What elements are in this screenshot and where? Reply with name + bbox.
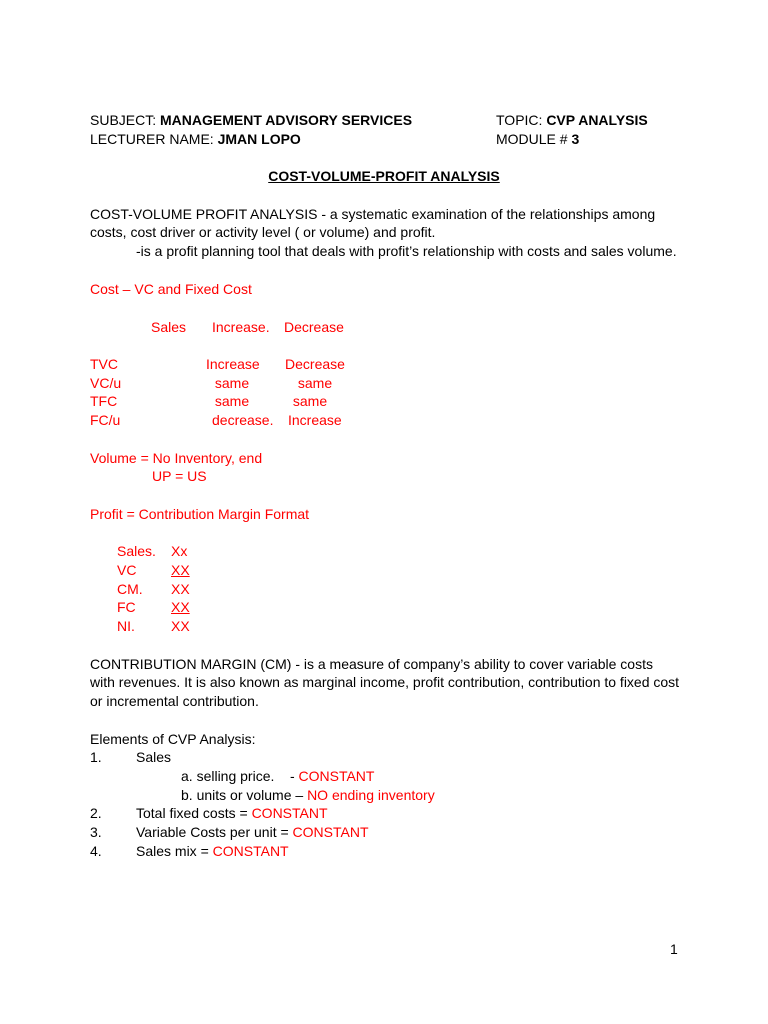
element-sub-text: a. selling price. - — [181, 768, 299, 784]
behavior-row-label: TFC — [90, 393, 118, 409]
document-title: COST-VOLUME-PROFIT ANALYSIS — [268, 168, 500, 184]
cm-format-label: Sales. — [117, 543, 156, 559]
subject-label: SUBJECT: — [90, 112, 157, 128]
element-number: 4. — [90, 843, 102, 859]
behavior-row-decrease: Decrease — [285, 356, 345, 372]
volume-line-2: UP = US — [152, 468, 207, 484]
intro-line-3: -is a profit planning tool that deals with profit’s relationship with costs and sales volume. — [136, 243, 677, 259]
element-number: 3. — [90, 824, 102, 840]
behavior-row-increase: Increase — [206, 356, 260, 372]
elements-heading: Elements of CVP Analysis: — [90, 731, 256, 747]
element-item — [136, 842, 289, 860]
element-sub-item — [181, 786, 435, 804]
element-highlight: CONSTANT — [292, 824, 369, 840]
behavior-row-label: FC/u — [90, 412, 121, 428]
element-text: Total fixed costs = — [136, 805, 252, 821]
module-line — [496, 130, 579, 148]
topic-value: CVP ANALYSIS — [546, 112, 648, 128]
behavior-row-label: VC/u — [90, 375, 122, 391]
cm-format-label: VC — [117, 562, 137, 578]
cm-format-value: XX — [171, 581, 190, 597]
element-text: Variable Costs per unit = — [136, 824, 293, 840]
intro-line-1: COST-VOLUME PROFIT ANALYSIS - a systematic examination of the relationships among — [90, 206, 656, 222]
module-label: MODULE # — [496, 131, 568, 147]
cm-definition-line-3: or incremental contribution. — [90, 693, 259, 709]
lecturer-value: JMAN LOPO — [217, 131, 301, 147]
element-text: Sales — [136, 749, 172, 765]
element-sub-highlight: NO ending inventory — [307, 787, 435, 803]
cm-format-value: XX — [171, 599, 190, 615]
module-value: 3 — [571, 131, 580, 147]
element-item — [136, 804, 328, 822]
cost-heading: Cost – VC and Fixed Cost — [90, 281, 252, 297]
subject-value: MANAGEMENT ADVISORY SERVICES — [160, 112, 413, 128]
cm-format-label: FC — [117, 599, 136, 615]
intro-line-2: costs, cost driver or activity level ( or volume) and profit. — [90, 224, 436, 240]
behavior-header-increase: Increase. — [212, 319, 270, 335]
element-sub-text: b. units or volume – — [181, 787, 308, 803]
element-text: Sales mix = — [136, 843, 213, 859]
lecturer-line — [90, 130, 301, 148]
element-number: 2. — [90, 805, 102, 821]
behavior-row-decrease: Increase — [288, 412, 342, 428]
topic-line — [496, 111, 648, 129]
element-sub-highlight: CONSTANT — [298, 768, 375, 784]
behavior-row-increase: same — [214, 393, 250, 409]
element-sub-item — [181, 767, 374, 785]
behavior-header-decrease: Decrease — [284, 319, 344, 335]
page-number: 1 — [670, 941, 678, 957]
profit-heading: Profit = Contribution Margin Format — [90, 506, 310, 522]
subject-line — [90, 111, 412, 129]
cm-definition-line-1: CONTRIBUTION MARGIN (CM) - is a measure of company’s ability to cover variable costs — [90, 656, 653, 672]
behavior-row-decrease: same — [292, 393, 328, 409]
element-item — [136, 823, 369, 841]
behavior-row-increase: same — [214, 375, 250, 391]
behavior-header-sales: Sales — [151, 319, 187, 335]
cm-format-label: NI. — [117, 618, 135, 634]
cm-format-value: XX — [171, 562, 190, 578]
behavior-row-decrease: same — [297, 375, 333, 391]
cm-format-value: XX — [171, 618, 190, 634]
behavior-row-increase: decrease. — [212, 412, 274, 428]
lecturer-label: LECTURER NAME: — [90, 131, 214, 147]
cm-format-value: Xx — [171, 543, 188, 559]
cm-format-label: CM. — [117, 581, 143, 597]
element-item — [136, 748, 171, 766]
element-highlight: CONSTANT — [212, 843, 289, 859]
behavior-row-label: TVC — [90, 356, 118, 372]
topic-label: TOPIC: — [496, 112, 543, 128]
volume-line-1: Volume = No Inventory, end — [90, 450, 263, 466]
element-highlight: CONSTANT — [251, 805, 328, 821]
element-number: 1. — [90, 749, 102, 765]
cm-definition-line-2: with revenues. It is also known as marginal income, profit contribution, contribution to fixed cost — [90, 674, 680, 690]
